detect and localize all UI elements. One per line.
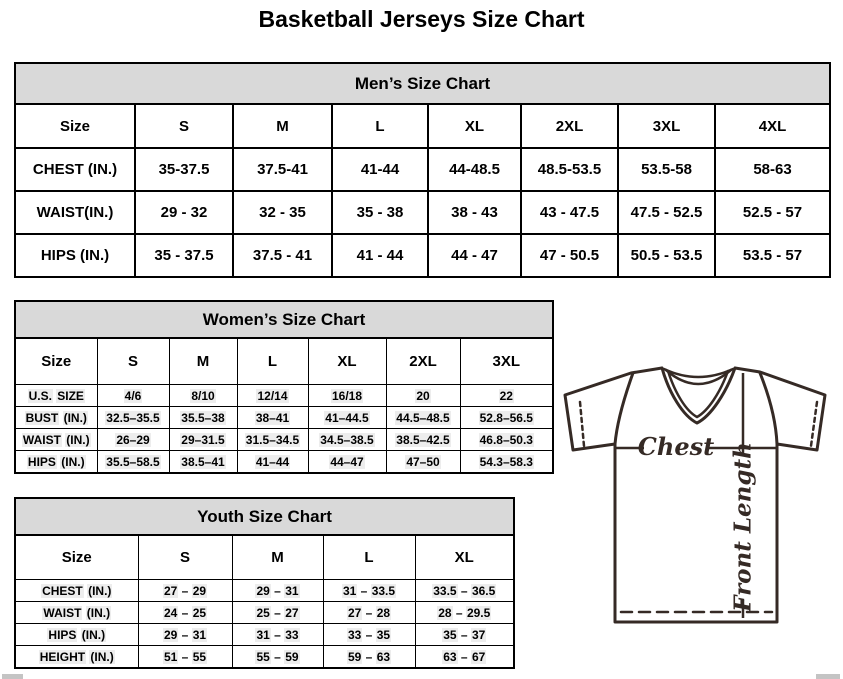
size-cell: 20: [386, 385, 460, 407]
col-header: L: [323, 535, 415, 580]
size-cell: 41-44: [332, 148, 428, 191]
row-label: CHEST (IN.): [15, 580, 138, 602]
col-header: M: [233, 104, 332, 148]
size-cell: 59 – 63: [323, 646, 415, 669]
row-label: HIPS (IN.): [15, 234, 135, 277]
size-cell: 27 – 28: [323, 602, 415, 624]
col-header: L: [332, 104, 428, 148]
row-label: WAIST (IN.): [15, 602, 138, 624]
size-cell: 34.5–38.5: [308, 429, 386, 451]
size-cell: 29 – 31: [232, 580, 323, 602]
size-cell: 26–29: [97, 429, 169, 451]
size-cell: 38.5–42.5: [386, 429, 460, 451]
table-row: [15, 407, 553, 429]
size-cell: 4/6: [97, 385, 169, 407]
jersey-outline: [565, 368, 825, 622]
mens-size-chart-table: [14, 62, 831, 278]
size-cell: 37.5 - 41: [233, 234, 332, 277]
womens-chart-title: Women’s Size Chart: [15, 301, 553, 338]
size-header: Size: [15, 535, 138, 580]
chest-label: Chest: [637, 432, 715, 461]
col-header: XL: [428, 104, 521, 148]
row-label: HEIGHT (IN.): [15, 646, 138, 669]
left-armhole-seam: [615, 373, 633, 444]
size-header: Size: [15, 338, 97, 385]
table-row: [15, 191, 830, 234]
front-length-label: Front Length: [729, 442, 757, 612]
col-header: S: [97, 338, 169, 385]
size-cell: 41 - 44: [332, 234, 428, 277]
size-cell: 32 - 35: [233, 191, 332, 234]
youth-size-chart-table: [14, 497, 515, 669]
size-cell: 31.5–34.5: [237, 429, 308, 451]
mens-chart-title: Men’s Size Chart: [15, 63, 830, 104]
col-header: L: [237, 338, 308, 385]
size-cell: 50.5 - 53.5: [618, 234, 715, 277]
size-cell: 63 – 67: [415, 646, 514, 669]
right-armhole-seam: [760, 373, 777, 444]
size-cell: 44-48.5: [428, 148, 521, 191]
table-row: [15, 148, 830, 191]
womens-header-row: [15, 338, 553, 385]
size-cell: 35.5–58.5: [97, 451, 169, 474]
size-cell: 44 - 47: [428, 234, 521, 277]
size-cell: 8/10: [169, 385, 237, 407]
size-cell: 47.5 - 52.5: [618, 191, 715, 234]
col-header: 2XL: [386, 338, 460, 385]
row-label: WAIST(IN.): [15, 191, 135, 234]
size-cell: 22: [460, 385, 553, 407]
size-cell: 53.5 - 57: [715, 234, 830, 277]
left-cuff-stitch-line: [580, 402, 584, 446]
col-header: S: [135, 104, 233, 148]
size-cell: 29–31.5: [169, 429, 237, 451]
size-cell: 35.5–38: [169, 407, 237, 429]
table-row: [15, 385, 553, 407]
womens-size-chart-table: [14, 300, 554, 474]
row-label: CHEST (IN.): [15, 148, 135, 191]
size-cell: 41–44.5: [308, 407, 386, 429]
size-cell: 41–44: [237, 451, 308, 474]
row-label: HIPS (IN.): [15, 624, 138, 646]
col-header: M: [169, 338, 237, 385]
size-header: Size: [15, 104, 135, 148]
horizontal-scrollbar-fragment-right[interactable]: [816, 674, 840, 679]
page-title: Basketball Jerseys Size Chart: [258, 6, 585, 32]
size-cell: 35 - 38: [332, 191, 428, 234]
size-cell: 38 - 43: [428, 191, 521, 234]
col-header: S: [138, 535, 232, 580]
row-label: WAIST (IN.): [15, 429, 97, 451]
size-cell: 47 - 50.5: [521, 234, 618, 277]
row-label: U.S. SIZE: [15, 385, 97, 407]
right-cuff-stitch-line: [811, 402, 817, 446]
size-cell: 37.5-41: [233, 148, 332, 191]
size-cell: 12/14: [237, 385, 308, 407]
size-cell: 54.3–58.3: [460, 451, 553, 474]
youth-chart-title: Youth Size Chart: [15, 498, 514, 535]
col-header: M: [232, 535, 323, 580]
size-cell: 43 - 47.5: [521, 191, 618, 234]
size-cell: 46.8–50.3: [460, 429, 553, 451]
size-cell: 53.5-58: [618, 148, 715, 191]
col-header: 3XL: [618, 104, 715, 148]
size-cell: 35-37.5: [135, 148, 233, 191]
size-cell: 25 – 27: [232, 602, 323, 624]
col-header: 4XL: [715, 104, 830, 148]
col-header: 3XL: [460, 338, 553, 385]
mens-header-row: [15, 104, 830, 148]
table-row: [15, 429, 553, 451]
row-label: HIPS (IN.): [15, 451, 97, 474]
table-row: [15, 451, 553, 474]
table-row: [15, 646, 514, 669]
table-row: [15, 602, 514, 624]
horizontal-scrollbar-fragment-left[interactable]: [2, 674, 23, 679]
size-cell: 33.5 – 36.5: [415, 580, 514, 602]
size-cell: 51 – 55: [138, 646, 232, 669]
size-cell: 38.5–41: [169, 451, 237, 474]
size-cell: 52.5 - 57: [715, 191, 830, 234]
size-cell: 44–47: [308, 451, 386, 474]
size-cell: 55 – 59: [232, 646, 323, 669]
table-row: [15, 624, 514, 646]
size-cell: 31 – 33: [232, 624, 323, 646]
row-label: BUST (IN.): [15, 407, 97, 429]
size-cell: 48.5-53.5: [521, 148, 618, 191]
size-cell: 27 – 29: [138, 580, 232, 602]
table-row: [15, 580, 514, 602]
youth-header-row: [15, 535, 514, 580]
jersey-measurement-diagram: [556, 360, 841, 660]
table-row: [15, 234, 830, 277]
col-header: 2XL: [521, 104, 618, 148]
size-cell: 29 – 31: [138, 624, 232, 646]
size-cell: 24 – 25: [138, 602, 232, 624]
size-cell: 16/18: [308, 385, 386, 407]
col-header: XL: [308, 338, 386, 385]
size-cell: 29 - 32: [135, 191, 233, 234]
col-header: XL: [415, 535, 514, 580]
size-cell: 33 – 35: [323, 624, 415, 646]
size-cell: 31 – 33.5: [323, 580, 415, 602]
size-cell: 28 – 29.5: [415, 602, 514, 624]
size-cell: 38–41: [237, 407, 308, 429]
size-cell: 52.8–56.5: [460, 407, 553, 429]
size-cell: 35 – 37: [415, 624, 514, 646]
size-cell: 58-63: [715, 148, 830, 191]
size-cell: 44.5–48.5: [386, 407, 460, 429]
size-cell: 32.5–35.5: [97, 407, 169, 429]
size-cell: 47–50: [386, 451, 460, 474]
size-cell: 35 - 37.5: [135, 234, 233, 277]
